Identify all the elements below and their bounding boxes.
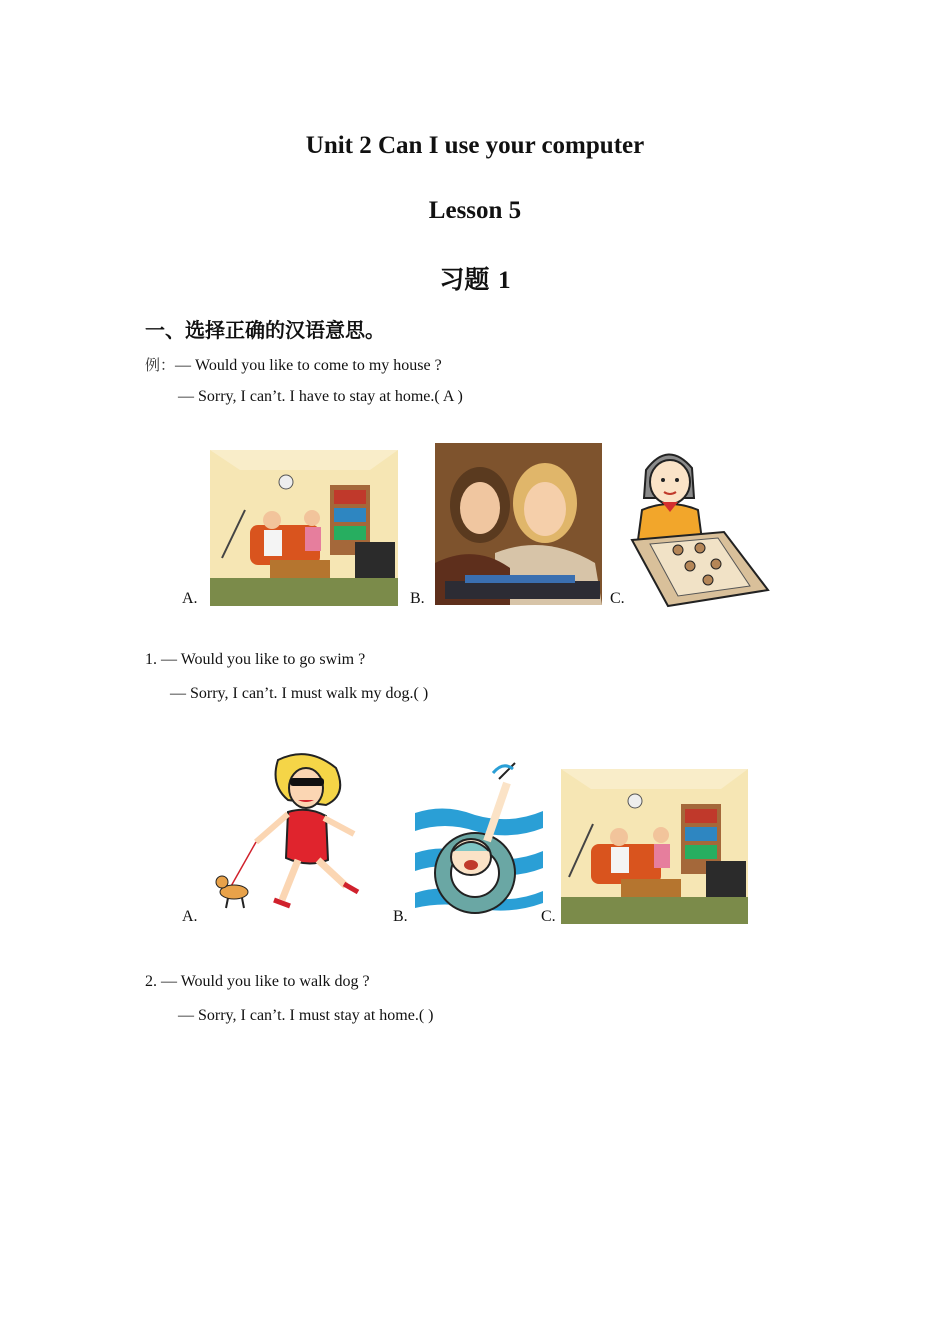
unit-title: Unit 2 Can I use your computer — [305, 132, 645, 159]
exercise-title — [0, 260, 950, 296]
question1-text: 1. — Would you like to go swim ? — [145, 651, 366, 668]
example-option-b-letter: B. — [410, 590, 425, 607]
example-option-c-letter: C. — [610, 590, 625, 607]
example-question — [145, 354, 442, 375]
lesson-title: Lesson 5 — [428, 197, 522, 224]
example-label: 例： — [145, 356, 176, 374]
exercise-number: 1 — [498, 267, 511, 294]
q1-option-a-letter: A. — [182, 908, 198, 925]
girls-at-computer-picture — [435, 443, 602, 605]
boy-swimming-picture — [415, 753, 543, 923]
family-living-room-picture-2 — [561, 769, 748, 924]
q1-option-b-letter: B. — [393, 908, 408, 925]
girl-playing-chess-picture — [628, 440, 770, 608]
question2-text: 2. — Would you like to walk dog ? — [145, 973, 370, 990]
example-question-text: — Would you like to come to my house ? — [175, 357, 442, 374]
example-answer: — Sorry, I can’t. I have to stay at home.( A ) — [178, 388, 463, 405]
example-option-a-letter: A. — [182, 590, 198, 607]
question1-answer: — Sorry, I can’t. I must walk my dog.( ) — [170, 685, 429, 702]
section-heading: 一、选择正确的汉语意思。 — [145, 318, 385, 342]
woman-walking-dog-picture — [208, 750, 368, 915]
exercise-prefix: 习题 — [439, 265, 490, 294]
question2-answer: — Sorry, I can’t. I must stay at home.( ) — [178, 1007, 434, 1024]
q1-option-c-letter: C. — [541, 908, 556, 925]
family-living-room-picture — [210, 450, 398, 606]
